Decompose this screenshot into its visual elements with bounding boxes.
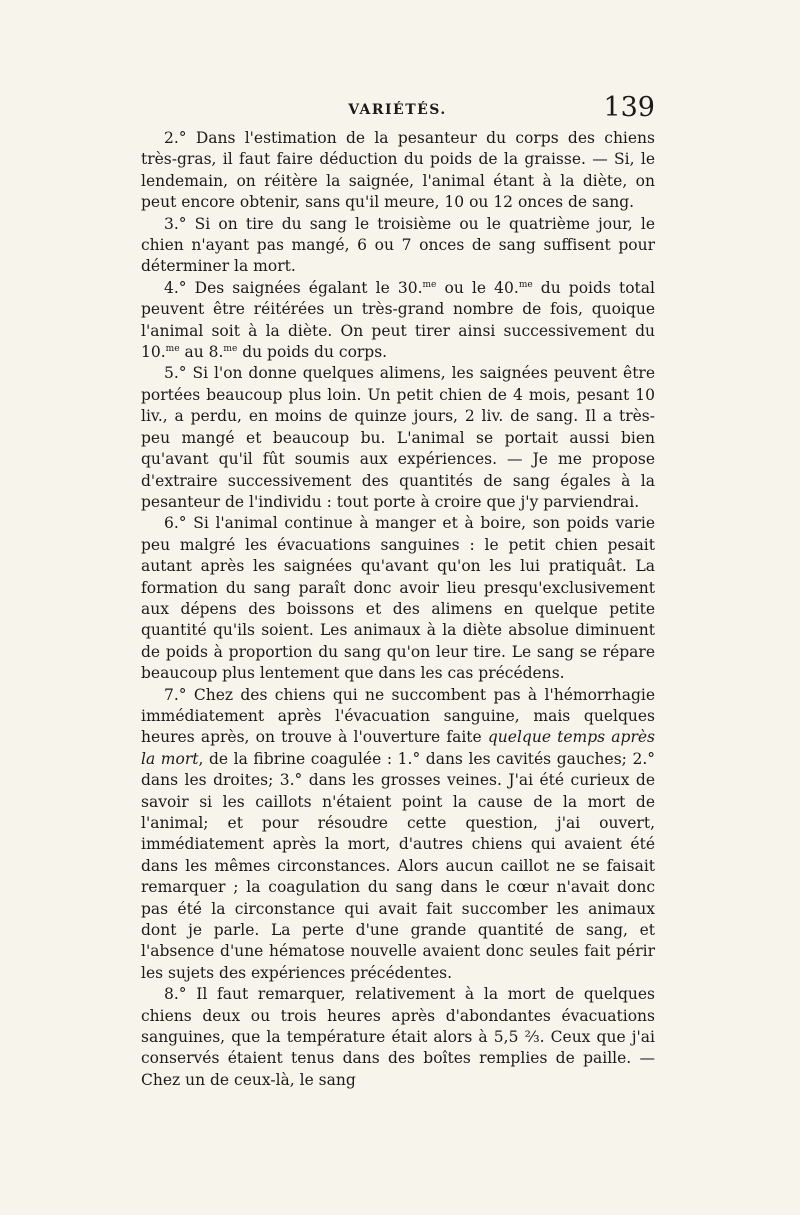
running-head: VARIÉTÉS.	[348, 102, 447, 118]
text-run: du poids du corps.	[237, 343, 388, 362]
italic-phrase: quelque temps après la mort	[141, 728, 655, 768]
paragraph-8	[141, 984, 655, 1091]
text-run: ou le 40.	[436, 278, 519, 297]
page-header	[140, 82, 655, 122]
superscript: me	[165, 343, 180, 354]
fraction: ⅔	[524, 1028, 540, 1047]
text-run: , de la fibrine coagulée : 1.° dans les cavités gauches; 2.° dans les droites; 3.° dans les grosses veines. J'ai été curieux de savoir si les caillots n'étaient point la cause de la mort de l'animal; et pour résoudre cette question, j'ai ouvert, immédiatement après la mort, d'autres chiens qui avaient été dans les mêmes circonstances. Alors aucun caillot ne se faisait remarquer ; la coagulation du sang dans le cœur n'avait donc pas été la circonstance qui avait fait succomber les animaux dont je parle. La perte d'une grande quantité de sang, et l'absence d'une hématose nouvelle avaient donc seules fait périr les sujets des expériences précédentes.	[141, 749, 655, 982]
paragraph-2: 2.° Dans l'estimation de la pesanteur du corps des chiens très-gras, il faut faire déduction du poids de la graisse. — Si, le lendemain, on réitère la saignée, l'animal étant à la diète, on peut encore obtenir, sans qu'il meure, 10 ou 12 onces de sang.	[141, 129, 655, 212]
paragraph-4	[141, 278, 655, 364]
paragraph-6: 6.° Si l'animal continue à manger et à boire, son poids varie peu malgré les évacuations sanguines : le petit chien pesait autant après les saignées qu'avant qu'on les lui pratiquât. La formation du sang paraît donc avoir lieu presqu'exclusivement aux dépens des boissons et des alimens en quelque petite quantité qu'ils soient. Les animaux à la diète absolue diminuent de poids à proportion du sang qu'on leur tire. Le sang se répare beaucoup plus lentement que dans les cas précédens.	[141, 514, 655, 683]
text-run: 7.° Chez des chiens qui ne succombent pas à l'hémorrhagie immédiatement après l'évacuation sanguine, mais quelques heures après, on trouve à l'ouverture faite	[141, 685, 655, 747]
superscript: me	[223, 343, 238, 354]
paragraph-5: 5.° Si l'on donne quelques alimens, les saignées peuvent être portées beaucoup plus loin. Un petit chien de 4 mois, pesant 10 liv., a perdu, en moins de quinze jours, 2 liv. de sang. Il a très-peu mangé et beaucoup bu. L'animal se portait aussi bien qu'avant qu'il fût soumis aux expériences. — Je me propose d'extraire successivement des quantités de sang égales à la pesanteur de l'individu : tout porte à croire que j'y parviendrai.	[141, 364, 655, 511]
page-number: 139	[603, 92, 655, 123]
text-run: au 8.	[179, 343, 224, 362]
body-text	[141, 128, 655, 1091]
paragraph-3: 3.° Si on tire du sang le troisième ou le quatrième jour, le chien n'ayant pas mangé, 6 ou 7 onces de sang suffisent pour déterminer la mort.	[141, 214, 655, 276]
paragraph-7	[141, 685, 655, 985]
text-run: 8.° Il faut remarquer, relativement à la mort de quelques chiens deux ou trois heures après d'abondantes évacuations sanguines, que la température était alors à 5,5	[141, 985, 655, 1047]
text-run: . Ceux que j'ai conservés étaient tenus dans des boîtes remplies de paille. — Chez un de ceux-là, le sang	[141, 1028, 655, 1089]
text-run: 4.° Des saignées égalant le 30.	[164, 278, 423, 297]
superscript: me	[422, 279, 437, 290]
text-run: du poids total peuvent être réitérées un très-grand nombre de fois, quoique l'animal soit à la diète. On peut tirer ainsi successivement du 10.	[141, 278, 655, 362]
superscript: me	[518, 279, 533, 290]
